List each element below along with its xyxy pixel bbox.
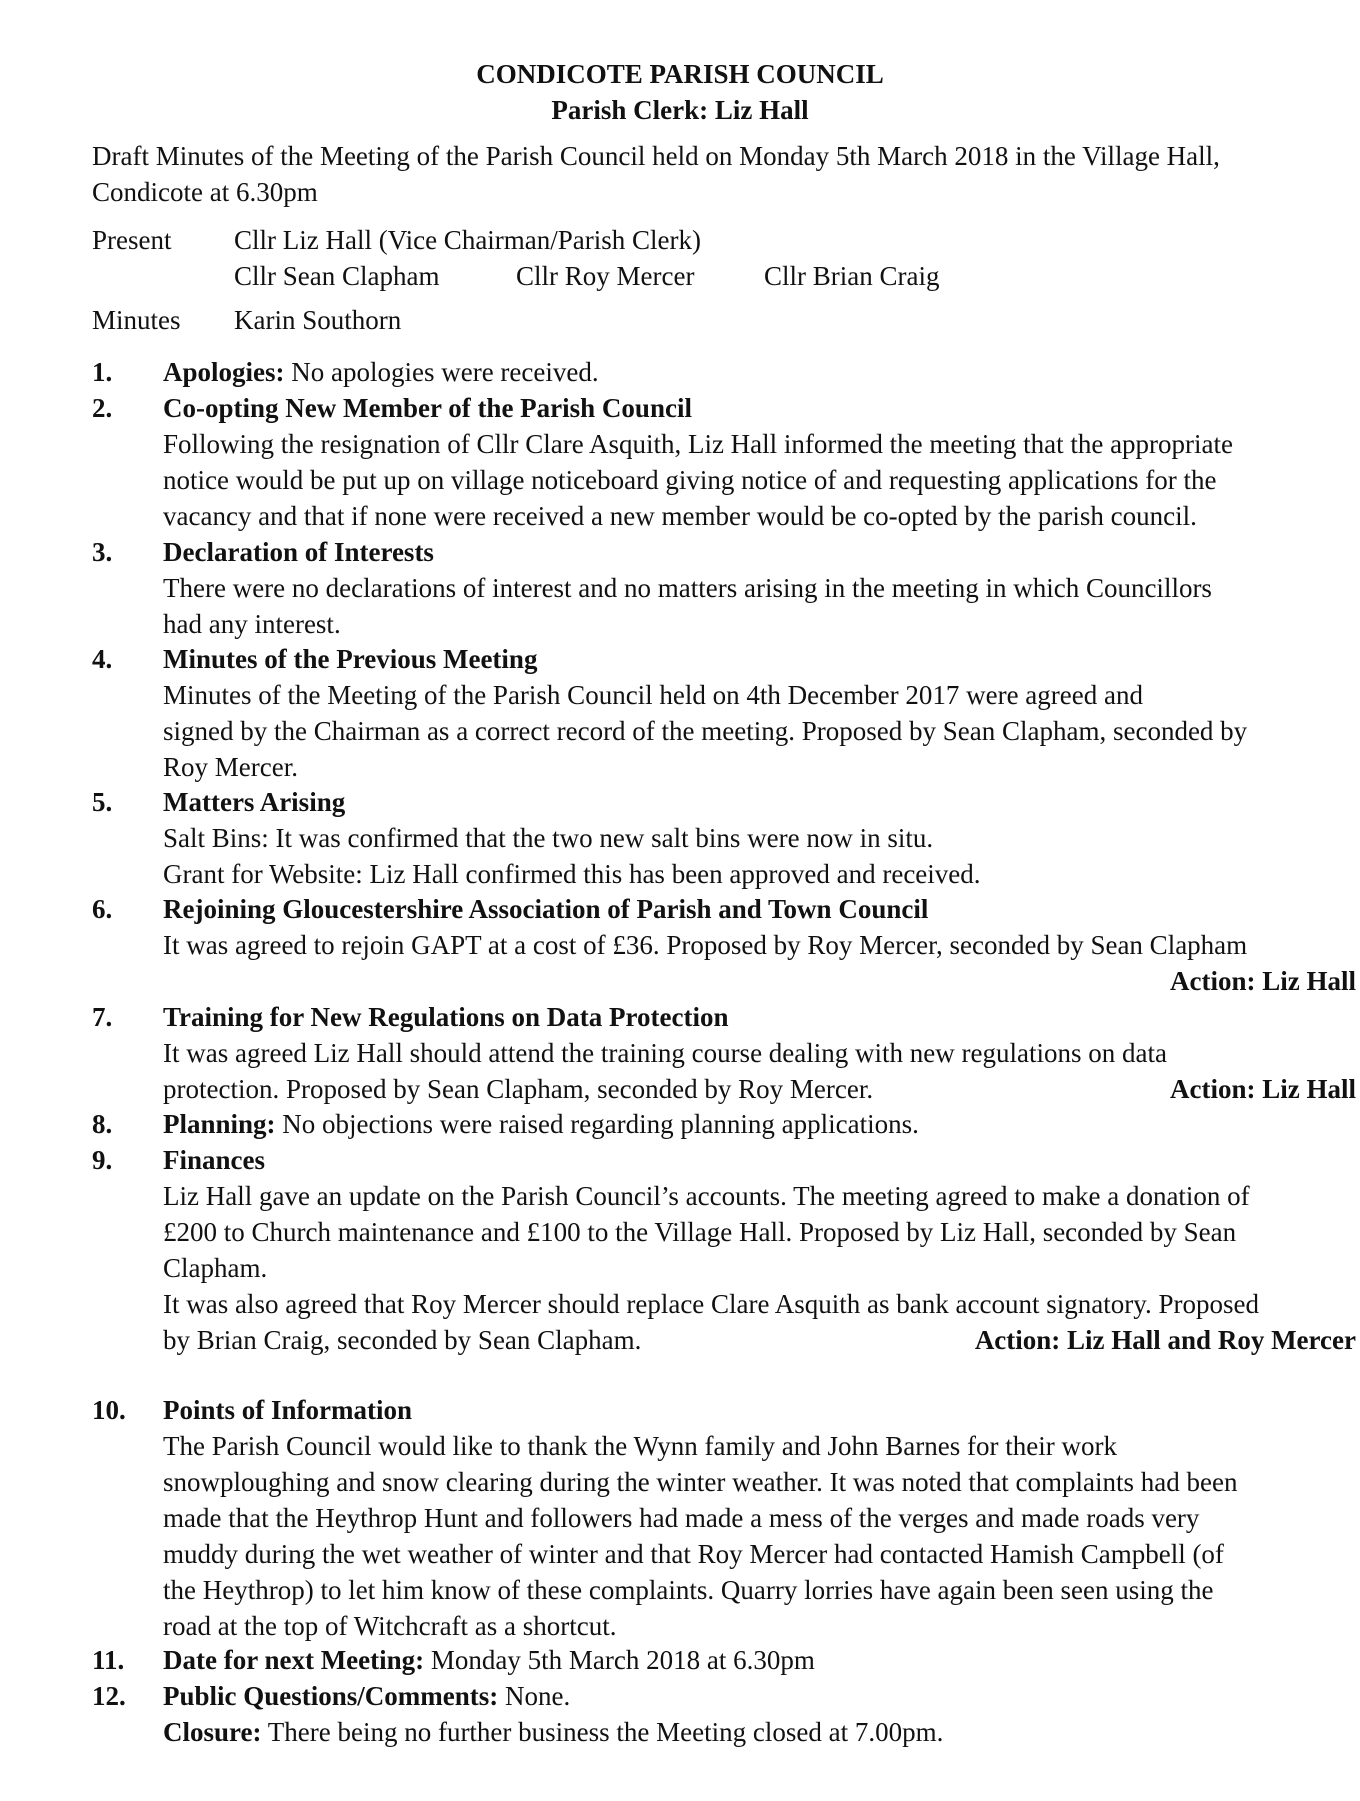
- council-title: CONDICOTE PARISH COUNCIL: [476, 59, 884, 89]
- item-heading: Points of Information: [163, 1395, 412, 1425]
- action-note: Action: Liz Hall: [1170, 966, 1356, 996]
- item-number: 3.: [92, 537, 113, 567]
- item-apologies: [163, 354, 599, 390]
- item-number: 2.: [92, 393, 113, 423]
- item-text-line: protection. Proposed by Sean Clapham, seconded by Roy Mercer.: [163, 1074, 874, 1104]
- item-number: 7.: [92, 1002, 113, 1032]
- item-next-meeting: [163, 1642, 815, 1678]
- item-heading: Date for next Meeting:: [163, 1645, 425, 1675]
- closure-statement: [163, 1714, 943, 1750]
- intro-line-1: Draft Minutes of the Meeting of the Parish Council held on Monday 5th March 2018 in the Village Hall,: [92, 141, 1220, 171]
- item-number: 6.: [92, 894, 113, 924]
- minutes-label: Minutes: [92, 305, 181, 335]
- item-number: 4.: [92, 644, 113, 674]
- item-text-line: There were no declarations of interest and no matters arising in the meeting in which Councillors: [163, 573, 1212, 603]
- item-heading: Co-opting New Member of the Parish Council: [163, 393, 692, 423]
- item-text-line: snowploughing and snow clearing during the winter weather. It was noted that complaints had been: [163, 1467, 1238, 1497]
- intro-line-2: Condicote at 6.30pm: [92, 177, 318, 207]
- item-text-line: Grant for Website: Liz Hall confirmed this has been approved and received.: [163, 859, 981, 889]
- item-heading: Training for New Regulations on Data Protection: [163, 1002, 729, 1032]
- item-text-line: vacancy and that if none were received a new member would be co-opted by the parish council.: [163, 501, 1197, 531]
- item-heading: Planning:: [163, 1109, 276, 1139]
- action-note: Action: Liz Hall and Roy Mercer: [974, 1325, 1356, 1355]
- parish-clerk-heading: Parish Clerk: Liz Hall: [551, 95, 809, 125]
- item-text-line: Liz Hall gave an update on the Parish Council’s accounts. The meeting agreed to make a donation of: [163, 1181, 1250, 1211]
- item-number: 8.: [92, 1109, 113, 1139]
- item-heading: Finances: [163, 1145, 266, 1175]
- item-text-line: road at the top of Witchcraft as a shortcut.: [163, 1611, 617, 1641]
- item-text-line: It was also agreed that Roy Mercer should replace Clare Asquith as bank account signatory. Proposed: [163, 1289, 1259, 1319]
- closure-heading: Closure:: [163, 1717, 262, 1747]
- item-text: None.: [498, 1681, 571, 1711]
- item-text-line: Following the resignation of Cllr Clare Asquith, Liz Hall informed the meeting that the appropriate: [163, 429, 1234, 459]
- item-number: 12.: [92, 1681, 126, 1711]
- item-text-line: signed by the Chairman as a correct record of the meeting. Proposed by Sean Clapham, seconded by: [163, 716, 1248, 746]
- item-number: 5.: [92, 787, 113, 817]
- item-text: No apologies were received.: [284, 357, 599, 387]
- item-heading: Apologies:: [163, 357, 285, 387]
- item-text-line: the Heythrop) to let him know of these complaints. Quarry lorries have again been seen using the: [163, 1575, 1214, 1605]
- present-member-4: Cllr Brian Craig: [764, 261, 940, 291]
- closure-text: There being no further business the Meeting closed at 7.00pm.: [261, 1717, 944, 1747]
- minutes-taker: Karin Southorn: [234, 305, 402, 335]
- item-heading: Public Questions/Comments:: [163, 1681, 499, 1711]
- action-note: Action: Liz Hall: [1170, 1074, 1356, 1104]
- present-member-2: Cllr Sean Clapham: [234, 261, 440, 291]
- item-text-line: Clapham.: [163, 1253, 268, 1283]
- item-text-line: muddy during the wet weather of winter and that Roy Mercer had contacted Hamish Campbell (of: [163, 1539, 1224, 1569]
- item-text: No objections were raised regarding planning applications.: [275, 1109, 919, 1139]
- item-text-line: Minutes of the Meeting of the Parish Council held on 4th December 2017 were agreed and: [163, 680, 1143, 710]
- item-text: Monday 5th March 2018 at 6.30pm: [424, 1645, 815, 1675]
- item-text-line: It was agreed to rejoin GAPT at a cost of £36. Proposed by Roy Mercer, seconded by Sean Clapham: [163, 930, 1248, 960]
- present-member-1: Cllr Liz Hall (Vice Chairman/Parish Clerk): [234, 225, 702, 255]
- present-member-3: Cllr Roy Mercer: [516, 261, 695, 291]
- item-text-line: notice would be put up on village noticeboard giving notice of and requesting applications for the: [163, 465, 1217, 495]
- item-heading: Minutes of the Previous Meeting: [163, 644, 538, 674]
- item-heading: Rejoining Gloucestershire Association of Parish and Town Council: [163, 894, 929, 924]
- item-text-line: had any interest.: [163, 609, 341, 639]
- item-text-line: by Brian Craig, seconded by Sean Clapham.: [163, 1325, 642, 1355]
- item-public-questions: [163, 1678, 570, 1714]
- item-planning: [163, 1106, 919, 1142]
- item-text-line: The Parish Council would like to thank the Wynn family and John Barnes for their work: [163, 1431, 1117, 1461]
- item-text-line: Salt Bins: It was confirmed that the two new salt bins were now in situ.: [163, 823, 934, 853]
- present-label: Present: [92, 225, 172, 255]
- item-text-line: Roy Mercer.: [163, 752, 298, 782]
- item-heading: Declaration of Interests: [163, 537, 434, 567]
- item-number: 1.: [92, 357, 113, 387]
- item-text-line: £200 to Church maintenance and £100 to the Village Hall. Proposed by Liz Hall, seconded by Sean: [163, 1217, 1237, 1247]
- item-heading: Matters Arising: [163, 787, 346, 817]
- item-number: 9.: [92, 1145, 113, 1175]
- item-number: 10.: [92, 1395, 126, 1425]
- item-text-line: It was agreed Liz Hall should attend the training course dealing with new regulations on data: [163, 1038, 1167, 1068]
- item-number: 11.: [92, 1645, 125, 1675]
- item-text-line: made that the Heythrop Hunt and followers had made a mess of the verges and made roads very: [163, 1503, 1200, 1533]
